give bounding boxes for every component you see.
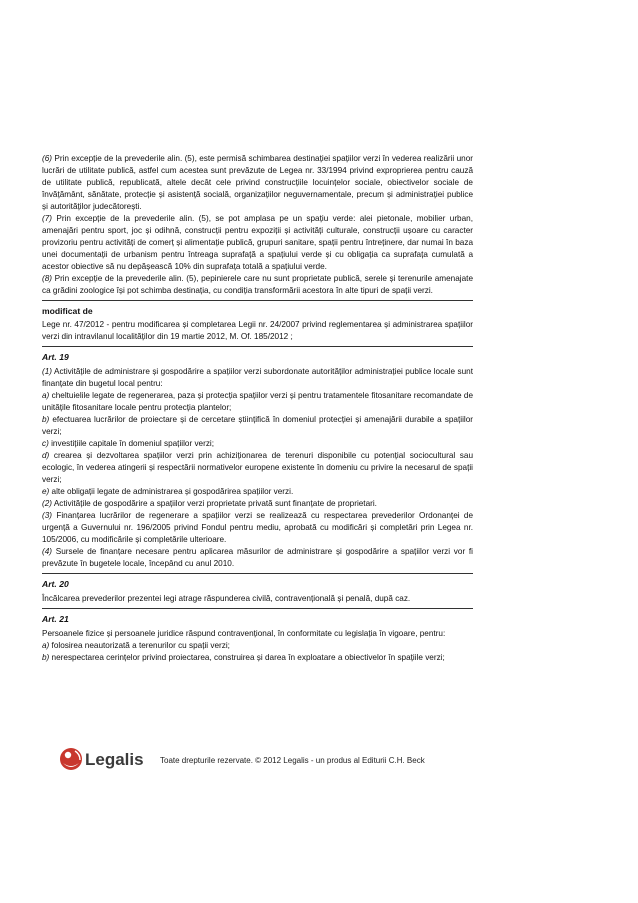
paragraph-number: (7) — [42, 214, 53, 223]
item-number: a) — [42, 391, 50, 400]
art19-item — [42, 366, 473, 390]
item-number: (3) — [42, 511, 53, 520]
item-text: investițiile capitale în domeniul spațiilor verzi; — [48, 439, 215, 448]
copyright-text: Toate drepturile rezervate. © 2012 Legalis - un produs al Editurii C.H. Beck — [160, 756, 425, 765]
paragraph-text: Prin excepție de la prevederile alin. (5), este permisă schimbarea destinației spațiilor verzi în vederea realizării unor lucrări de utilitate publică, astfel cum acestea sunt prevăzute de Legea nr. 33/1994 privind exproprierea pentru cauză de utilitate publică, republicată, altele decât cele privind construcțiile locuințelor sociale, obiectivelor sociale de învățământ, sănătate, protecție și asistență socială, organizațiilor neguvernamentale, precum și administrației publice și autorităților judecătorești. — [42, 154, 473, 211]
art19-item — [42, 450, 473, 486]
article-19-title: Art. 19 — [42, 352, 69, 362]
paragraph-7 — [42, 213, 473, 273]
art19-item — [42, 414, 473, 438]
paragraph-6 — [42, 153, 473, 213]
item-number: (2) — [42, 499, 53, 508]
item-text: Sursele de finanțare necesare pentru aplicarea măsurilor de administrare și gospodărire a spațiilor verzi vor fi prevăzute în bugetele locale, începând cu anul 2010. — [42, 547, 473, 568]
article-21-intro: Persoanele fizice și persoanele juridice răspund contravențional, în conformitate cu legislația în vigoare, pentru: — [42, 629, 446, 638]
article-20-title: Art. 20 — [42, 579, 69, 589]
legalis-logo — [58, 742, 158, 776]
item-number: c) — [42, 439, 49, 448]
legalis-emblem-icon — [60, 748, 82, 770]
item-number: b) — [42, 653, 50, 662]
divider — [42, 608, 473, 609]
item-number: d) — [42, 451, 50, 460]
logo-wordmark: Legalis — [85, 750, 144, 769]
item-text: crearea și dezvoltarea spațiilor verzi prin achiziționarea de terenuri disponibile cu potențial sociocultural sau ecologic, în vederea atingerii și respectării normativelor europene existente în domeniu cu privire la necesarul de spații verzi; — [42, 451, 473, 484]
item-text: efectuarea lucrărilor de proiectare și de cercetare științifică în domeniul protecției și amenajării durabile a spațiilor verzi; — [42, 415, 473, 436]
item-text: nerespectarea cerințelor privind proiectarea, construirea și darea în exploatare a obiectivelor în spațiile verzi; — [49, 653, 445, 662]
item-text: cheltuielile legate de regenerarea, paza și protecția spațiilor verzi și pentru tratamentele fitosanitare recomandate de unitățile fitosanitare locale pentru protecția plantelor; — [42, 391, 473, 412]
item-number: (4) — [42, 547, 53, 556]
item-number: b) — [42, 415, 50, 424]
paragraph-text: Prin excepție de la prevederile alin. (5), pepinierele care nu sunt proprietate publică, serele și terenurile amenajate ca grădini zoologice își pot schimba destinația, cu condiția transformării acestora în alte tipuri de spații verzi. — [42, 274, 473, 295]
art19-item — [42, 486, 473, 498]
art21-item — [42, 640, 473, 652]
art21-item — [42, 652, 473, 664]
divider — [42, 346, 473, 347]
art19-item — [42, 498, 473, 510]
paragraph-8 — [42, 273, 473, 297]
art19-item — [42, 390, 473, 414]
art19-item — [42, 510, 473, 546]
divider — [42, 573, 473, 574]
item-number: a) — [42, 641, 50, 650]
art19-item — [42, 546, 473, 570]
article-21-title: Art. 21 — [42, 614, 69, 624]
paragraph-number: (6) — [42, 154, 53, 163]
paragraph-number: (8) — [42, 274, 53, 283]
article-20-text: Încălcarea prevederilor prezentei legi atrage răspunderea civilă, contravențională și penală, după caz. — [42, 594, 411, 603]
modified-label: modificat de — [42, 306, 93, 316]
item-text: alte obligații legate de administrarea și gospodărirea spațiilor verzi. — [49, 487, 294, 496]
item-number: e) — [42, 487, 50, 496]
modified-text: Lege nr. 47/2012 - pentru modificarea și completarea Legii nr. 24/2007 privind reglementarea și administrarea spațiilor verzi din intravilanul localităților din 19 martie 2012, M. Of. 185/2012 ; — [42, 320, 473, 341]
divider — [42, 300, 473, 301]
art19-item — [42, 438, 473, 450]
item-text: Activitățile de gospodărire a spațiilor verzi proprietate privată sunt finanțate de proprietari. — [52, 499, 377, 508]
item-number: (1) — [42, 367, 53, 376]
paragraph-text: Prin excepție de la prevederile alin. (5), se pot amplasa pe un spațiu verde: alei pietonale, mobilier urban, amenajări pentru sport, joc și odihnă, construcții pentru expoziții și activități culturale, construcții ușoare cu caracter provizoriu pentru activități de comerț și alimentație publică, grupuri sanitare, spații pentru întreținere, dar numai în baza unei documentații de urbanism pentru întreaga suprafață a spațiului verde și cu obligația ca suprafața cumulată a acestor obiective să nu depășească 10% din suprafața totală a spațiului verde. — [42, 214, 473, 271]
item-text: Finanțarea lucrărilor de regenerare a spațiilor verzi se realizează cu respectarea prevederilor Ordonanței de urgență a Guvernului nr. 196/2005 privind Fondul pentru mediu, aprobată cu modificări și completări prin Legea nr. 105/2006, cu modificările și completările ulterioare. — [42, 511, 473, 544]
document-body — [42, 153, 473, 664]
item-text: folosirea neautorizată a terenurilor cu spații verzi; — [49, 641, 230, 650]
page-footer — [58, 742, 458, 776]
item-text: Activitățile de administrare și gospodărire a spațiilor verzi subordonate autorităților administrației publice locale sunt finanțate din bugetul local pentru: — [42, 367, 473, 388]
